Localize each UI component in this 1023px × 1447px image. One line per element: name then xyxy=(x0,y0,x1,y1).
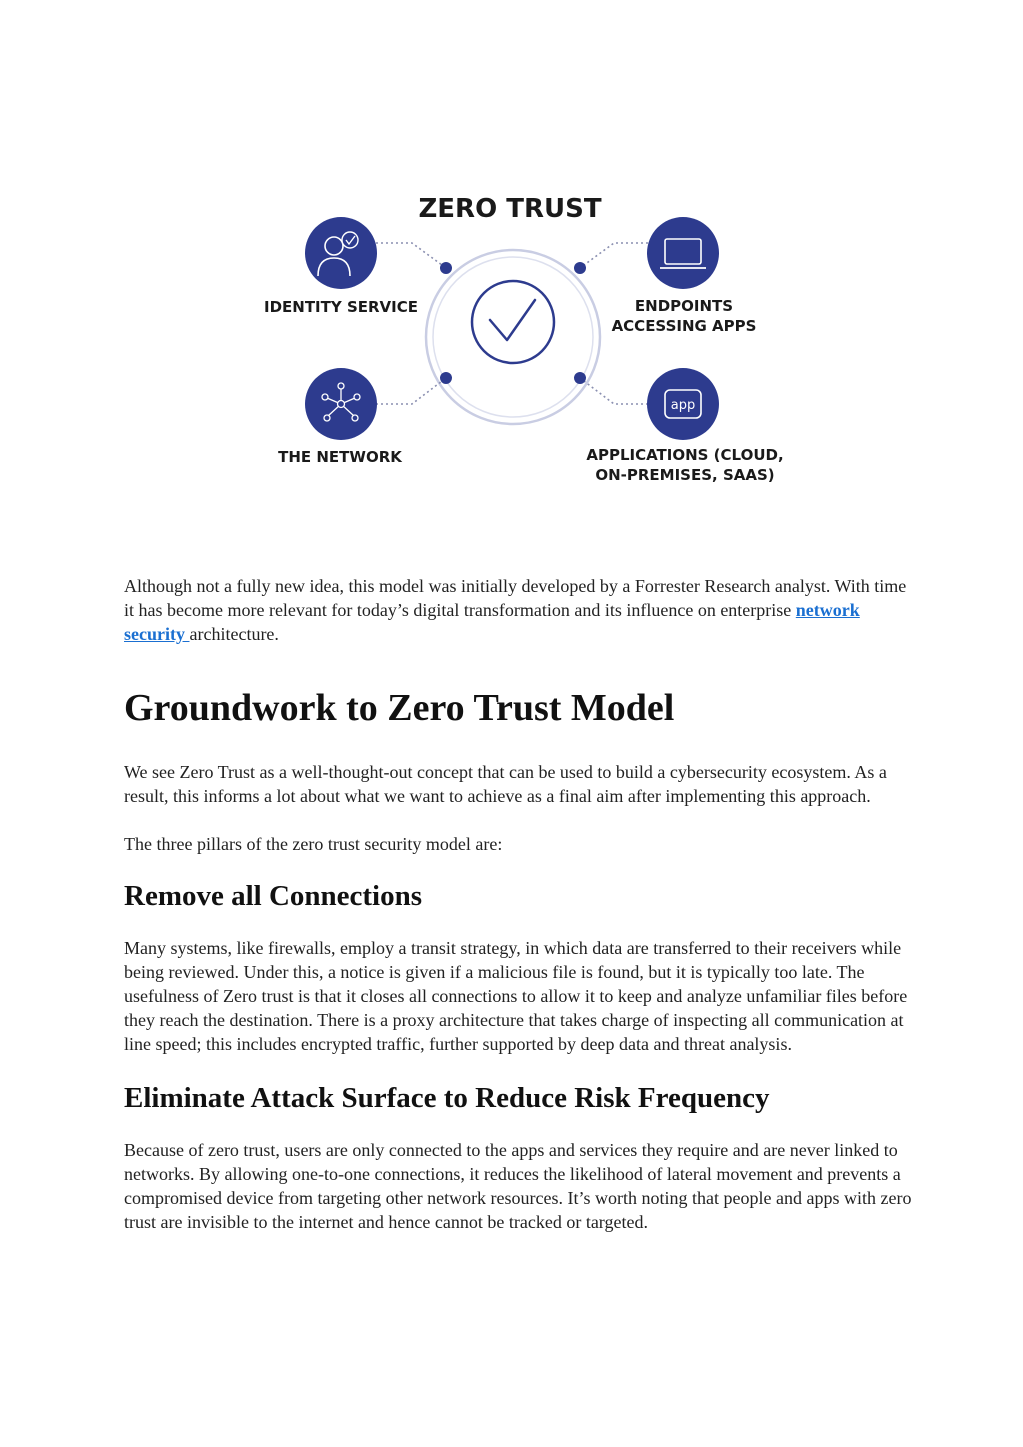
applications-label-line1: APPLICATIONS (CLOUD, xyxy=(586,446,784,464)
remove-connections-heading: Remove all Connections xyxy=(124,880,423,912)
intro-paragraph xyxy=(124,574,914,646)
endpoints-label-line2: ACCESSING APPS xyxy=(611,317,757,335)
article-body xyxy=(124,572,914,1234)
main-heading: Groundwork to Zero Trust Model xyxy=(124,687,675,729)
endpoints-label-line1: ENDPOINTS xyxy=(634,297,734,315)
eliminate-attack-surface-heading: Eliminate Attack Surface to Reduce Risk Frequency xyxy=(124,1082,770,1114)
eliminate-attack-surface-paragraph: Because of zero trust, users are only connected to the apps and services they require and are never linked to networks. By allowing one-to-one connections, it reduces the likelihood of lateral movement and prevents a compromised device from targeting other network resources. It’s worth noting that people and apps with zero trust are invisible to the internet and hence cannot be tracked or targeted. xyxy=(124,1140,912,1232)
checkmark-icon xyxy=(472,281,554,363)
concept-paragraph: We see Zero Trust as a well-thought-out concept that can be used to build a cybersecurity ecosystem. As a result, this informs a lot about what we want to achieve as a final aim after implementing this approach. xyxy=(124,762,887,806)
pillars-paragraph: The three pillars of the zero trust security model are: xyxy=(124,834,503,854)
network-security-link[interactable]: network security xyxy=(124,600,860,644)
network-label: THE NETWORK xyxy=(278,448,402,466)
remove-connections-paragraph: Many systems, like firewalls, employ a transit strategy, in which data are transferred to their receivers while being reviewed. Under this, a notice is given if a malicious file is found, but it is typically too late. The usefulness of Zero trust is that it closes all connections to allow it to keep and analyze unfamiliar files before they reach the destination. There is a proxy architecture that takes charge of inspecting all communication at line speed; this includes encrypted traffic, further supported by deep data and threat analysis. xyxy=(124,938,908,1054)
connector-lines xyxy=(376,243,648,404)
central-ring xyxy=(426,250,600,424)
intro-text-before: Although not a fully new idea, this model was initially developed by a Forrester Research analyst. With time it has become more relevant for today’s digital transformation and its influence on enterprise xyxy=(124,576,907,620)
app-icon-text: app xyxy=(670,398,696,413)
app-icon xyxy=(647,368,719,440)
identity-service-icon xyxy=(305,217,377,289)
intro-text-after: architecture. xyxy=(189,624,279,644)
network-icon xyxy=(305,368,377,440)
identity-service-label: IDENTITY SERVICE xyxy=(263,298,419,316)
laptop-icon xyxy=(647,217,719,289)
zero-trust-diagram xyxy=(0,0,1023,520)
applications-label-line2: ON-PREMISES, SAAS) xyxy=(595,466,775,484)
diagram-title: ZERO TRUST xyxy=(418,194,602,224)
